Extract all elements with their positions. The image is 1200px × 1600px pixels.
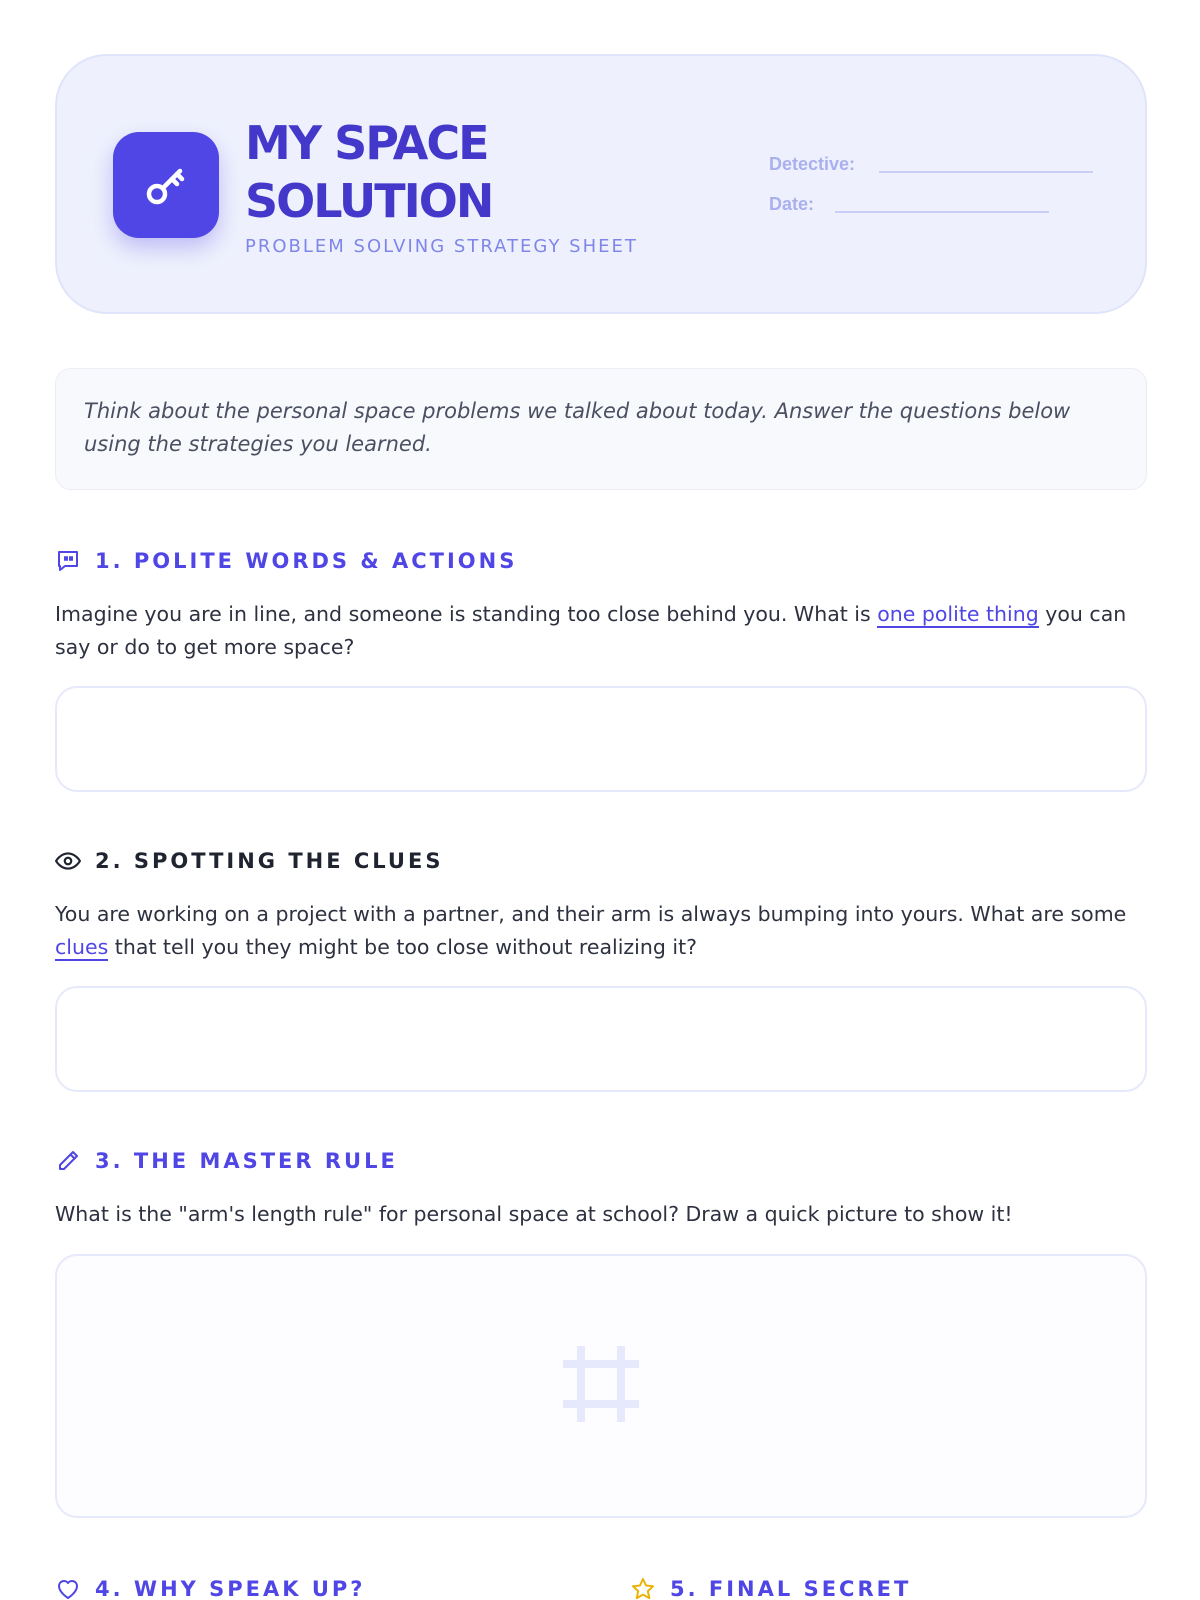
section-4-heading: 4. WHY SPEAK UP? (55, 1576, 365, 1600)
section-1-heading: 1. POLITE WORDS & ACTIONS (55, 548, 517, 574)
page-subtitle: PROBLEM SOLVING STRATEGY SHEET (245, 236, 638, 257)
answer-box-1[interactable] (55, 686, 1147, 792)
section-3-question: What is the "arm's length rule" for personal space at school? Draw a quick picture to show it! (55, 1202, 1013, 1226)
highlight-text: one polite thing (877, 602, 1039, 626)
answer-box-2[interactable] (55, 986, 1147, 1092)
eye-icon (55, 848, 81, 874)
drawing-box[interactable] (55, 1254, 1147, 1518)
star-icon (630, 1576, 656, 1600)
detective-line (879, 171, 1093, 173)
date-field[interactable] (769, 194, 814, 215)
section-5-heading: 5. FINAL SECRET (630, 1576, 911, 1600)
hash-grid-icon (563, 1346, 639, 1426)
highlight-text: clues (55, 935, 109, 959)
intro-text: Think about the personal space problems we talked about today. Answer the questions below using the strategies you learned. (55, 368, 1147, 490)
speech-bubble-icon (55, 548, 81, 574)
key-icon (113, 132, 219, 238)
page-title: MY SPACE SOLUTION (245, 116, 493, 228)
detective-field[interactable] (769, 154, 855, 175)
header-card (55, 54, 1147, 314)
section-1-question: Imagine you are in line, and someone is standing too close behind you. What is one polite thing you can say or do to get more space? (55, 602, 1127, 659)
date-label: Date: (769, 194, 815, 214)
section-3-heading: 3. THE MASTER RULE (55, 1148, 398, 1174)
heart-icon (55, 1576, 81, 1600)
section-2-question: You are working on a project with a partner, and their arm is always bumping into yours. What are some clues that tell you they might be too close without realizing it? (55, 902, 1127, 959)
detective-label: Detective: (769, 154, 856, 174)
date-line (835, 211, 1049, 213)
pencil-icon (55, 1148, 81, 1174)
section-2-heading: 2. SPOTTING THE CLUES (55, 848, 443, 874)
